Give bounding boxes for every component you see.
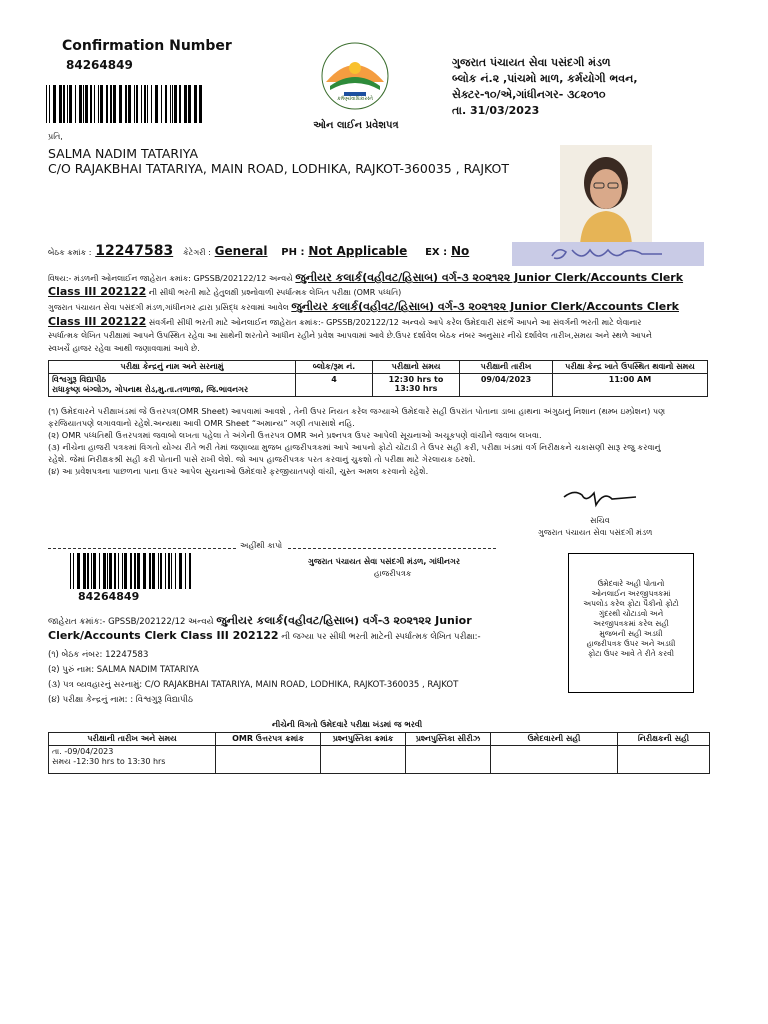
instruction-line: ફરજિયાતપણે લગાવવાનો રહેશે.અન્યથા આવી OMR Sheet “અમાન્ય” ગણી તપાસાશે નહિ. xyxy=(48,418,355,428)
barcode-bar xyxy=(114,553,116,589)
barcode-bar xyxy=(147,85,148,123)
instruction-line: (૩) નીચેના હાજરી પત્રકમાં વિગતો યોગ્ય રીતે ભરી તેમાં જણાવ્યા મુજબ હાજરીપત્રકમાં આપે આપનો ફોટો ચોંટાડી તે ઉપર સહી કરી, પરીક્ષા ખંડમાં વર્ગ નિરીક્ષકને ચકાસણી સારૂ રજુ કરવાનું xyxy=(48,442,661,452)
barcode-bar xyxy=(141,85,142,123)
barcode-bar xyxy=(130,553,132,589)
barcode-bar xyxy=(179,85,181,123)
ath-candidate-sign: ઉમેદવારની સહી xyxy=(491,733,618,746)
barcode-bar xyxy=(46,85,47,123)
logo-motto: કર્મણ્યેવાધિકારસ્તે xyxy=(337,96,373,102)
exam-table-row xyxy=(49,374,708,397)
body-line4: સ્વખર્ચે હાજર રહેવા આથી જણાવવામાં આવે છે. xyxy=(48,344,200,353)
barcode-bar xyxy=(110,85,112,123)
category-value: General xyxy=(214,244,268,258)
instruction-line: (૧) ઉમેદવારને પરીક્ષાખંડમાં જે ઉત્તરપત્ર(OMR Sheet) આપવામાં આવશે , તેની ઉપર નિયત કરેલ જગ્યાએ ઉમેદવારે સહી ઉપરાંત પોતાના ડાબા હાથના અંગુઠાનું નિશાન (થમ્બ ઇમ્પ્રેશન) પણ xyxy=(48,406,666,416)
barcode-bar xyxy=(158,553,159,589)
attendance-title: હાજરીપત્રક xyxy=(374,569,412,578)
board-name: ગુજરાત પંચાયત સેવા પસંદગી મંડળ xyxy=(452,56,611,69)
body-line2 xyxy=(48,315,641,328)
board-logo xyxy=(300,38,410,113)
instruction-line: રહેશે. જેમાં નિરીક્ષકશ્રી સહી કરી પોતાની પાસે રાખી લેશે. જો આપ હાજરીપત્રક પરત કરવાનું ચુકશો તો પરીક્ષા માટે ગેરલાયક ઠરશો. xyxy=(48,454,476,464)
seat-row xyxy=(48,243,469,259)
attendance-post-rest: ની જગ્યા પર સીધી ભરતી માટેની સ્પર્ધાત્મક લેખિત પરીક્ષા:- xyxy=(281,632,481,642)
barcode-bar xyxy=(94,85,95,123)
address-line2: સેક્ટર-૧૦/એ,ગાંધીનગર- ૩૮૨૦૧૦ xyxy=(452,88,606,101)
ath-date: પરીક્ષાની તારીખ અને સમય xyxy=(49,733,216,746)
instructions xyxy=(48,405,713,477)
issue-date: તા. 31/03/2023 xyxy=(452,104,540,117)
attendance-item: (૨) પુરું નામ: SALMA NADIM TATARIYA xyxy=(48,665,199,675)
barcode-bar xyxy=(134,85,135,123)
body-post: જુનીયર કલાર્ક(વહીવટ/હિસાબ) વર્ગ-૩ ૨૦૨૧૨૨ Junior Clerk/Accounts Clerk xyxy=(291,300,679,313)
secretary-org: ગુજરાત પંચાયત સેવા પસંદગી મંડળ xyxy=(538,528,653,537)
barcode-bar xyxy=(161,85,162,123)
barcode-bar xyxy=(149,553,151,589)
address-line1: બ્લોક નં.૨ ,પાંચમો માળ, કર્મયોગી ભવન, xyxy=(452,72,638,85)
body-class: Class III 202122 xyxy=(48,315,147,328)
attendance-items xyxy=(48,648,458,708)
atd-booklet[interactable] xyxy=(321,746,406,774)
atd-supervisor-sign[interactable] xyxy=(618,746,710,774)
barcode-bar xyxy=(124,553,127,589)
body-line3: સ્પર્ધાત્મક લેખિત પરીક્ષામાં આપને ઉપસ્થિત રહેવા આ સાથેની શરતોને આધીન રહીને પ્રવેશ આપવામાં આવે છે.ઉપર દર્શાવેલ બેઠક નંબર અનુસાર નીચે દર્શાવેલ તારીખ,સમય અને સ્થળે આપને xyxy=(48,331,652,340)
attendance-table-row xyxy=(49,746,710,774)
subject-mid: અન્વયે xyxy=(268,274,293,283)
candidate-photo xyxy=(560,145,652,245)
cut-label: અહીંથી કાપો xyxy=(236,541,286,551)
attendance-org: ગુજરાત પંચાયત સેવા પસંદગી મંડળ, ગાંધીનગર xyxy=(308,557,460,566)
barcode-bar xyxy=(79,85,82,123)
attendance-table-header xyxy=(49,733,710,746)
attendance-item: (૧) બેઠક નંબર: 12247583 xyxy=(48,650,149,660)
seat-number: 12247583 xyxy=(95,243,174,259)
barcode-bar xyxy=(91,553,92,589)
barcode-bar xyxy=(160,553,162,589)
attendance-item: (૩) પત્ર વ્યવહારનું સરનામું: C/O RAJAKBHAI TATARIYA, MAIN ROAD, LODHIKA, RAJKOT-360035 , RAJKOT xyxy=(48,680,459,690)
subject-adv-no: GPSSB/202122/12 xyxy=(193,274,267,283)
subject-label: વિષય:- xyxy=(48,274,72,283)
barcode-bar xyxy=(194,85,197,123)
td-time: 12:30 hrs to 13:30 hrs xyxy=(373,374,460,397)
secretary-title: સચિવ xyxy=(590,516,610,525)
td-date: 09/04/2023 xyxy=(460,374,553,397)
barcode-bar xyxy=(122,553,123,589)
fill-note: નીચેની વિગતો ઉમેદવારે પરીક્ષા ખંડમાં જ ભરવી xyxy=(272,720,423,729)
th-time: પરીક્ષાનો સમય xyxy=(373,361,460,374)
th-block: બ્લોક/રૂમ નં. xyxy=(296,361,373,374)
barcode-bar xyxy=(109,553,112,589)
barcode-bar xyxy=(128,85,131,123)
attendance-post-class: Clerk/Accounts Clerk Class III 202122 xyxy=(48,629,279,642)
barcode-bar xyxy=(67,85,68,123)
barcode-bar xyxy=(98,85,99,123)
barcode-bar xyxy=(75,85,76,123)
atd-omr[interactable] xyxy=(216,746,321,774)
subject-prefix: મંડળની ઓનલાઈન જાહેરાત ક્રમાંક: xyxy=(73,274,191,283)
barcode-bar xyxy=(100,85,103,123)
barcode-bar xyxy=(188,85,191,123)
exam-table-header xyxy=(49,361,708,374)
barcode-bar xyxy=(49,85,50,123)
barcode-bar xyxy=(179,553,182,589)
attendance-number: 84264849 xyxy=(78,590,140,603)
attendance-adv-label: જાહેરાત ક્રમાંક:- xyxy=(48,617,106,627)
barcode-bar xyxy=(171,553,172,589)
instruction-line: (૨) OMR પધ્ધતિથી ઉત્તરપત્રમાં જવાબો લખતા પહેલા તે અંગેની ઉત્તરપત્ર OMR અને પ્રશ્નપત્ર ઉપર આપેલી સૂચનાઓ અચૂકપણે વાંચીને જવાબ લખવા. xyxy=(48,430,542,440)
barcode-bar xyxy=(103,553,106,589)
barcode-bar xyxy=(99,553,100,589)
confirmation-label: Confirmation Number xyxy=(62,38,232,54)
barcode-bar xyxy=(106,85,108,123)
attendance-table xyxy=(48,732,710,774)
barcode-bar xyxy=(144,85,146,123)
barcode-bar xyxy=(73,553,74,589)
subject-post: જુનીયર કલાર્ક(વહીવટ/હિસાબ) વર્ગ-૩ ૨૦૨૧૨૨ Junior Clerk/Accounts Clerk xyxy=(295,271,684,284)
category-label: કેટેગરી : xyxy=(183,248,211,257)
barcode-bar xyxy=(175,553,176,589)
barcode-bar xyxy=(83,553,86,589)
body-text2: સંવર્ગની સીધી ભરતી માટે ઓનલાઈન જાહેરાત ક્રમાંક:- GPSSB/202122/12 અન્વયે આપે કરેલ ઉમેદવારી સંદર્ભે આપને આ સંવર્ગની ભરતી માટે લેવાનાર xyxy=(148,318,642,327)
attendance-adv-no: GPSSB/202122/12 xyxy=(108,617,186,627)
barcode-bar xyxy=(174,85,177,123)
secretary-signature xyxy=(560,483,640,511)
barcode-bar xyxy=(83,85,84,123)
centre-address: રાધાકૃષ્ણ બંગ્લોઝ, ગોપનાથ રોડ,મુ.તા.તળાજા, જિ.ભાવનગર xyxy=(52,385,249,394)
attendance-item: (૪) પરીક્ષા કેન્દ્રનું નામ: : વિશ્વગુરૂ વિદ્યાપીઠ xyxy=(48,695,193,705)
candidate-signature xyxy=(512,242,704,266)
confirmation-number: 84264849 xyxy=(66,58,133,72)
barcode-bar xyxy=(184,85,187,123)
subject-class: Class III 202122 xyxy=(48,285,147,298)
board-address xyxy=(452,55,638,119)
barcode-bar xyxy=(119,85,122,123)
atd-time-value: સમય -12:30 hrs to 13:30 hrs xyxy=(52,757,166,766)
barcode-bar xyxy=(155,85,158,123)
td-block: 4 xyxy=(296,374,373,397)
th-centre: પરીક્ષા કેન્દ્રનું નામ અને સરનામું xyxy=(49,361,296,374)
barcode-bar xyxy=(151,85,152,123)
barcode-bar xyxy=(107,553,108,589)
barcode-bar xyxy=(168,553,170,589)
barcode-bar xyxy=(137,553,140,589)
barcode-bar xyxy=(165,85,167,123)
ex-label: EX : xyxy=(425,247,448,258)
barcode-bar xyxy=(172,85,173,123)
atd-date-value: તા. -09/04/2023 xyxy=(52,747,114,756)
barcode-bar xyxy=(165,553,166,589)
barcode-bar xyxy=(152,553,155,589)
ph-value: Not Applicable xyxy=(308,244,408,258)
th-reporting: પરીક્ષા કેન્દ્ર ખાતે ઉપસ્થિત થવાનો સમય xyxy=(553,361,708,374)
barcode-bar xyxy=(90,85,92,123)
seat-label: બેઠક ક્રમાંક : xyxy=(48,248,92,257)
barcode-bar xyxy=(63,85,65,123)
ex-value: No xyxy=(450,244,470,258)
subject-line1 xyxy=(48,271,683,285)
barcode-bar xyxy=(69,85,72,123)
centre-name: વિશ્વગુરૂ વિદ્યાપીઠ xyxy=(52,375,107,384)
attendance-adv-mid: અન્વયે xyxy=(188,617,214,627)
photo-box-text: ઉમેદવારે અહી પોતાનો ઓનલાઈન અરજીપત્રકમાં અપલોડ કરેલ ફોટા પૈકીનો ફોટો ગુંદરથી ચોંટાડવો અને અરજીપત્રકમાં કરેલ સહી મુજબની સહી અડધી હાજરીપત્રક ઉપર અને અડધી ફોટા ઉપર આવે તે રીતે કરવી xyxy=(583,579,679,658)
document-title: ઓન લાઈન પ્રવેશપત્ર xyxy=(313,120,399,131)
barcode-bar xyxy=(53,85,56,123)
ath-omr: OMR ઉત્તરપત્ર ક્રમાંક xyxy=(216,733,321,746)
subject-line2 xyxy=(48,285,401,298)
barcode-bar xyxy=(113,85,116,123)
barcode-bar xyxy=(170,85,171,123)
barcode-bar xyxy=(143,553,146,589)
barcode-bar xyxy=(189,553,191,589)
barcode-bar xyxy=(70,553,71,589)
barcode-bar xyxy=(136,85,138,123)
barcode-bar xyxy=(118,553,119,589)
td-reporting: 11:00 AM xyxy=(553,374,708,397)
th-date: પરીક્ષાની તારીખ xyxy=(460,361,553,374)
photo-box xyxy=(568,553,694,693)
attendance-post-line2 xyxy=(48,629,481,642)
confirmation-barcode xyxy=(46,85,204,123)
barcode-bar xyxy=(85,85,88,123)
barcode-bar xyxy=(87,553,89,589)
ath-supervisor-sign: નિરીક્ષકની સહી xyxy=(618,733,710,746)
body-line1 xyxy=(48,300,679,314)
candidate-address: C/O RAJAKBHAI TATARIYA, MAIN ROAD, LODHIKA, RAJKOT-360035 , RAJKOT xyxy=(48,161,510,176)
barcode-bar xyxy=(59,85,62,123)
barcode-bar xyxy=(77,553,80,589)
barcode-bar xyxy=(125,85,127,123)
td-centre xyxy=(49,374,296,397)
candidate-name: SALMA NADIM TATARIYA xyxy=(48,146,199,161)
barcode-bar xyxy=(185,553,186,589)
prati-label: પ્રતિ, xyxy=(48,132,63,141)
attendance-post-line1: જુનીયર કલાર્ક(વહીવટ/હિસાબ) વર્ગ-૩ ૨૦૨૧૨૨ Junior xyxy=(216,614,472,627)
attendance-barcode xyxy=(70,553,192,589)
instruction-line: (૪) આ પ્રવેશપત્રના પાછળના પાના ઉપર આપેલ સુચનાઓ ઉમેદવારે ફરજીયાતપણે વાંચી, ચુસ્ત અમલ કરવાનો રહેશે. xyxy=(48,466,429,476)
ath-booklet: પ્રશ્નપુસ્તિકા ક્રમાંક xyxy=(321,733,406,746)
exam-details-table xyxy=(48,360,708,397)
body-text1: ગુજરાત પંચાયત સેવા પસંદગી મંડળ,ગાંધીનગર દ્વારા પ્રસિદ્ધ કરવામાં આવેલ xyxy=(48,303,289,312)
atd-candidate-sign[interactable] xyxy=(491,746,618,774)
barcode-bar xyxy=(199,85,202,123)
attendance-adv-line xyxy=(48,614,472,628)
ph-label: PH : xyxy=(281,247,305,258)
ath-series: પ્રશ્નપુસ્તિકા સીરીઝ xyxy=(406,733,491,746)
barcode-bar xyxy=(134,553,136,589)
atd-series[interactable] xyxy=(406,746,491,774)
barcode-bar xyxy=(93,553,96,589)
atd-date xyxy=(49,746,216,774)
subject-rest: ની સીધી ભરતી માટે હેતુલક્ષી પ્રશ્નોવાળી સ્પર્ધાત્મક લેખિત પરીક્ષા (OMR પધ્ધતિ) xyxy=(148,288,402,297)
